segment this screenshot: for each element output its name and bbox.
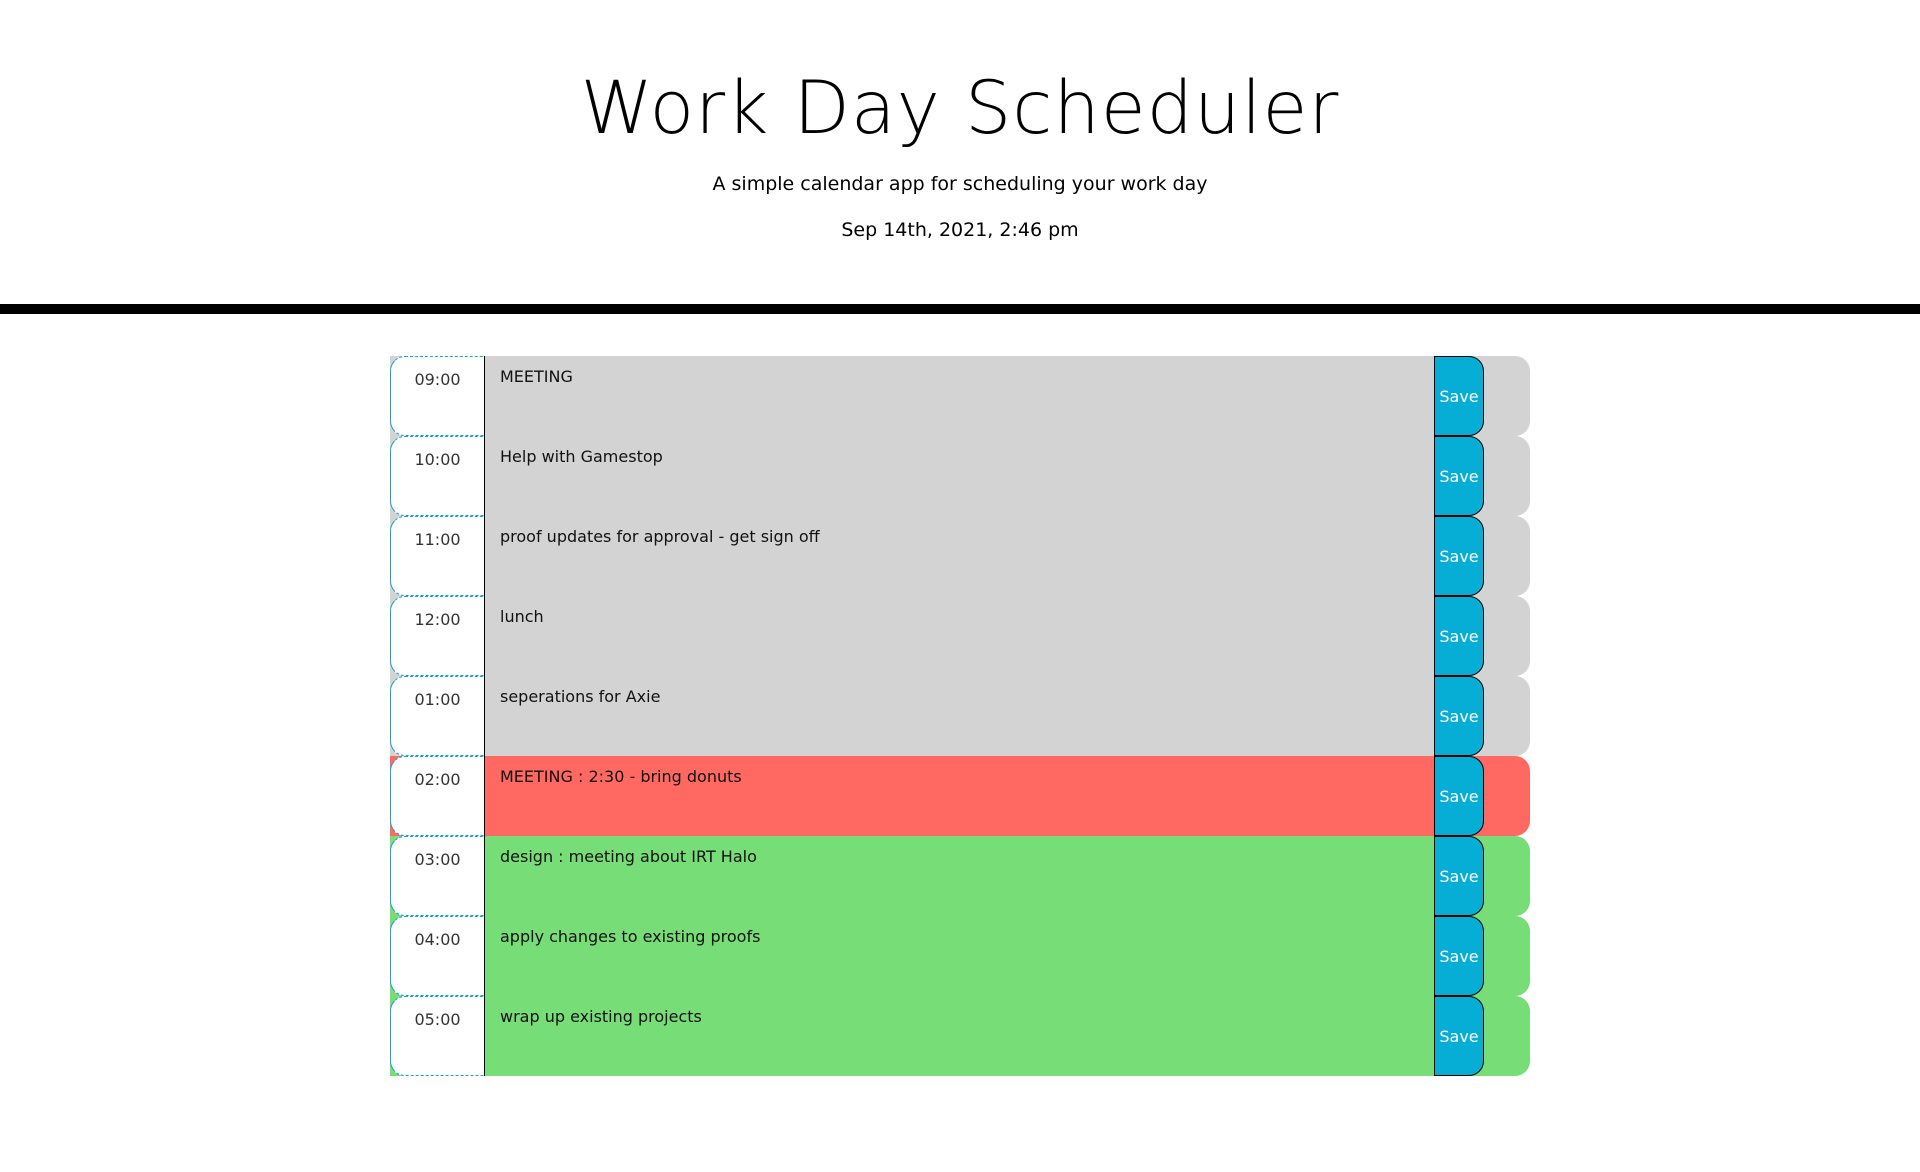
save-button[interactable]: Save	[1434, 596, 1484, 676]
row-end-cap	[1484, 836, 1530, 916]
save-button[interactable]: Save	[1434, 436, 1484, 516]
row-end-cap	[1484, 596, 1530, 676]
save-button[interactable]: Save	[1434, 756, 1484, 836]
event-description[interactable]: apply changes to existing proofs	[484, 916, 1434, 996]
save-button[interactable]: Save	[1434, 996, 1484, 1076]
hour-label: 04:00	[390, 916, 484, 996]
hour-label: 10:00	[390, 436, 484, 516]
time-block-row	[390, 916, 1530, 996]
row-end-cap	[1484, 676, 1530, 756]
event-description[interactable]: Help with Gamestop	[484, 436, 1434, 516]
time-block-row	[390, 596, 1530, 676]
save-button[interactable]: Save	[1434, 676, 1484, 756]
row-end-cap	[1484, 996, 1530, 1076]
hour-label: 12:00	[390, 596, 484, 676]
time-block-row	[390, 436, 1530, 516]
row-end-cap	[1484, 916, 1530, 996]
time-block-row	[390, 756, 1530, 836]
schedule-container	[390, 356, 1530, 1076]
event-description[interactable]: MEETING : 2:30 - bring donuts	[484, 756, 1434, 836]
page-title: Work Day Scheduler	[580, 66, 1340, 151]
row-end-cap	[1484, 756, 1530, 836]
event-description[interactable]: lunch	[484, 596, 1434, 676]
save-button[interactable]: Save	[1434, 916, 1484, 996]
event-description[interactable]: MEETING	[484, 356, 1434, 436]
page-subtitle: A simple calendar app for scheduling your work day	[712, 173, 1208, 195]
save-button[interactable]: Save	[1434, 356, 1484, 436]
time-block-row	[390, 996, 1530, 1076]
row-end-cap	[1484, 516, 1530, 596]
hour-label: 09:00	[390, 356, 484, 436]
page-header	[0, 0, 1920, 314]
row-end-cap	[1484, 436, 1530, 516]
time-block-row	[390, 356, 1530, 436]
time-block-row	[390, 836, 1530, 916]
hour-label: 03:00	[390, 836, 484, 916]
hour-label: 11:00	[390, 516, 484, 596]
event-description[interactable]: seperations for Axie	[484, 676, 1434, 756]
hour-label: 05:00	[390, 996, 484, 1076]
save-button[interactable]: Save	[1434, 516, 1484, 596]
hour-label: 02:00	[390, 756, 484, 836]
time-block-row	[390, 516, 1530, 596]
row-end-cap	[1484, 356, 1530, 436]
current-datetime: Sep 14th, 2021, 2:46 pm	[841, 219, 1079, 241]
time-block-row	[390, 676, 1530, 756]
save-button[interactable]: Save	[1434, 836, 1484, 916]
event-description[interactable]: proof updates for approval - get sign off	[484, 516, 1434, 596]
hour-label: 01:00	[390, 676, 484, 756]
event-description[interactable]: wrap up existing projects	[484, 996, 1434, 1076]
event-description[interactable]: design : meeting about IRT Halo	[484, 836, 1434, 916]
